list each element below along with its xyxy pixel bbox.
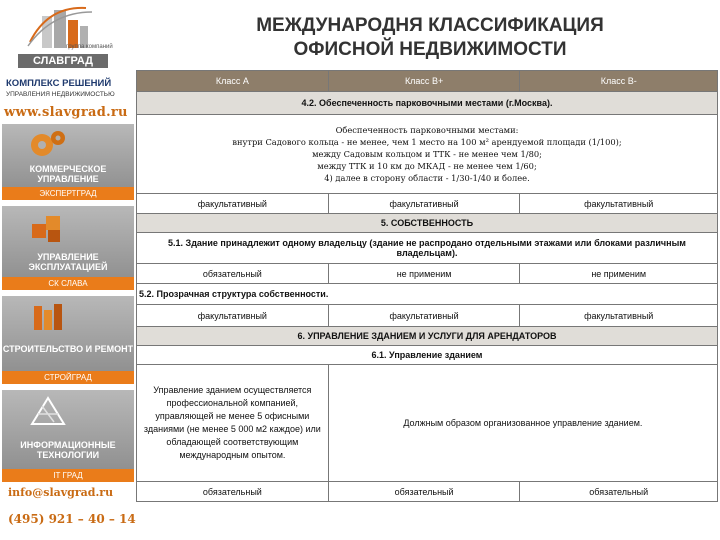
table-row <box>137 284 718 305</box>
sidebar-block-sub: СТРОЙГРАД <box>2 371 134 384</box>
table-cell: не применим <box>520 264 718 284</box>
mgmt-class-a: Управление зданием осуществляется профессиональной компанией, управляющей не менее 5 офисными зданиями (не менее 5 000 м2 каждое) или обладающей соответствующим международным опытом. <box>137 365 329 482</box>
table-cell: факультативный <box>520 305 718 327</box>
parking-line: 4) далее в сторону области - 1/30-1/40 и более. <box>324 173 530 183</box>
section-6: 6. УПРАВЛЕНИЕ ЗДАНИЕМ И УСЛУГИ ДЛЯ АРЕНДАТОРОВ <box>137 327 718 346</box>
table-row <box>137 214 718 233</box>
header-class-b-plus: Класс В+ <box>328 71 520 92</box>
table-row <box>137 365 718 482</box>
page-title-line2: ОФИСНОЙ НЕДВИЖИМОСТИ <box>293 39 567 60</box>
sidebar-block-sub: IT ГРАД <box>2 469 134 482</box>
table-cell: факультативный <box>137 194 329 214</box>
parking-line: между Садовым кольцом и ТТК - не менее чем 1/80; <box>312 149 542 159</box>
sidebar-block-sub: ЭКСПЕРТГРАД <box>2 187 134 200</box>
phone-number: (495) 921 – 40 – 14 <box>8 512 136 526</box>
table-cell: обязательный <box>137 482 329 502</box>
email-link[interactable]: info@slavgrad.ru <box>8 486 114 499</box>
table-cell: факультативный <box>520 194 718 214</box>
header-class-b-minus: Класс В- <box>520 71 718 92</box>
table-cell: факультативный <box>328 305 520 327</box>
blocks-icon <box>28 300 68 334</box>
logo-subtitle: группа компаний <box>66 44 113 50</box>
table-cell: не применим <box>328 264 520 284</box>
table-row <box>137 194 718 214</box>
slavgrad-logo <box>8 2 128 72</box>
sidebar-block-it[interactable] <box>2 390 134 482</box>
sidebar-block-title: ИНФОРМАЦИОННЫЕ ТЕХНОЛОГИИ <box>20 440 116 460</box>
sidebar <box>0 0 136 540</box>
complex-solutions-line1: КОМПЛЕКС РЕШЕНИЙ <box>6 78 112 89</box>
gears-icon <box>28 128 68 162</box>
parking-line: внутри Садового кольца - не менее, чем 1 место на 100 м² арендуемой площади (1/100); <box>232 137 622 147</box>
sidebar-block-sub: СК СЛАВА <box>2 277 134 290</box>
table-cell: обязательный <box>328 482 520 502</box>
table-row <box>137 305 718 327</box>
network-icon <box>28 394 68 428</box>
logo-wordmark: СЛАВГРАД <box>18 54 108 68</box>
website-link[interactable]: www.slavgrad.ru <box>4 105 128 120</box>
sidebar-block-title: КОММЕРЧЕСКОЕ УПРАВЛЕНИЕ <box>29 164 107 184</box>
sidebar-block-commercial[interactable] <box>2 124 134 200</box>
table-row <box>137 264 718 284</box>
parking-line: Обеспеченность парковочными местами: <box>335 125 519 135</box>
cubes-icon <box>28 210 68 244</box>
complex-solutions-caption <box>6 78 132 100</box>
table-row <box>137 327 718 346</box>
sidebar-block-construction[interactable] <box>2 296 134 384</box>
section-5-1: 5.1. Здание принадлежит одному владельцу (здание не распродано отдельными этажами или блоками различным владельцам). <box>137 233 718 264</box>
parking-line: между ТТК и 10 км до МКАД - не менее чем 1/60; <box>317 161 537 171</box>
complex-solutions-line2: УПРАВЛЕНИЯ НЕДВИЖИМОСТЬЮ <box>6 91 115 98</box>
parking-requirements <box>137 115 718 194</box>
classification-table <box>136 70 718 502</box>
table-cell: обязательный <box>137 264 329 284</box>
sidebar-block-title: СТРОИТЕЛЬСТВО И РЕМОНТ <box>2 344 134 354</box>
section-5: 5. СОБСТВЕННОСТЬ <box>137 214 718 233</box>
table-row <box>137 233 718 264</box>
table-cell: факультативный <box>328 194 520 214</box>
table-header-row <box>137 71 718 92</box>
table-cell: факультативный <box>137 305 329 327</box>
mgmt-class-b: Должным образом организованное управление зданием. <box>328 365 717 482</box>
table-row <box>137 482 718 502</box>
table-cell: обязательный <box>520 482 718 502</box>
page-title <box>140 14 720 62</box>
section-5-2: 5.2. Прозрачная структура собственности. <box>137 284 718 305</box>
table-row <box>137 115 718 194</box>
table-row <box>137 92 718 115</box>
header-class-a: Класс А <box>137 71 329 92</box>
page-title-line1: МЕЖДУНАРОДНЯ КЛАССИФИКАЦИЯ <box>256 15 604 36</box>
sidebar-block-operations[interactable] <box>2 206 134 290</box>
section-4-2: 4.2. Обеспеченность парковочными местами (г.Москва). <box>137 92 718 115</box>
sidebar-block-title: УПРАВЛЕНИЕ ЭКСПЛУАТАЦИЕЙ <box>28 252 108 272</box>
section-6-1: 6.1. Управление зданием <box>137 346 718 365</box>
table-row <box>137 346 718 365</box>
